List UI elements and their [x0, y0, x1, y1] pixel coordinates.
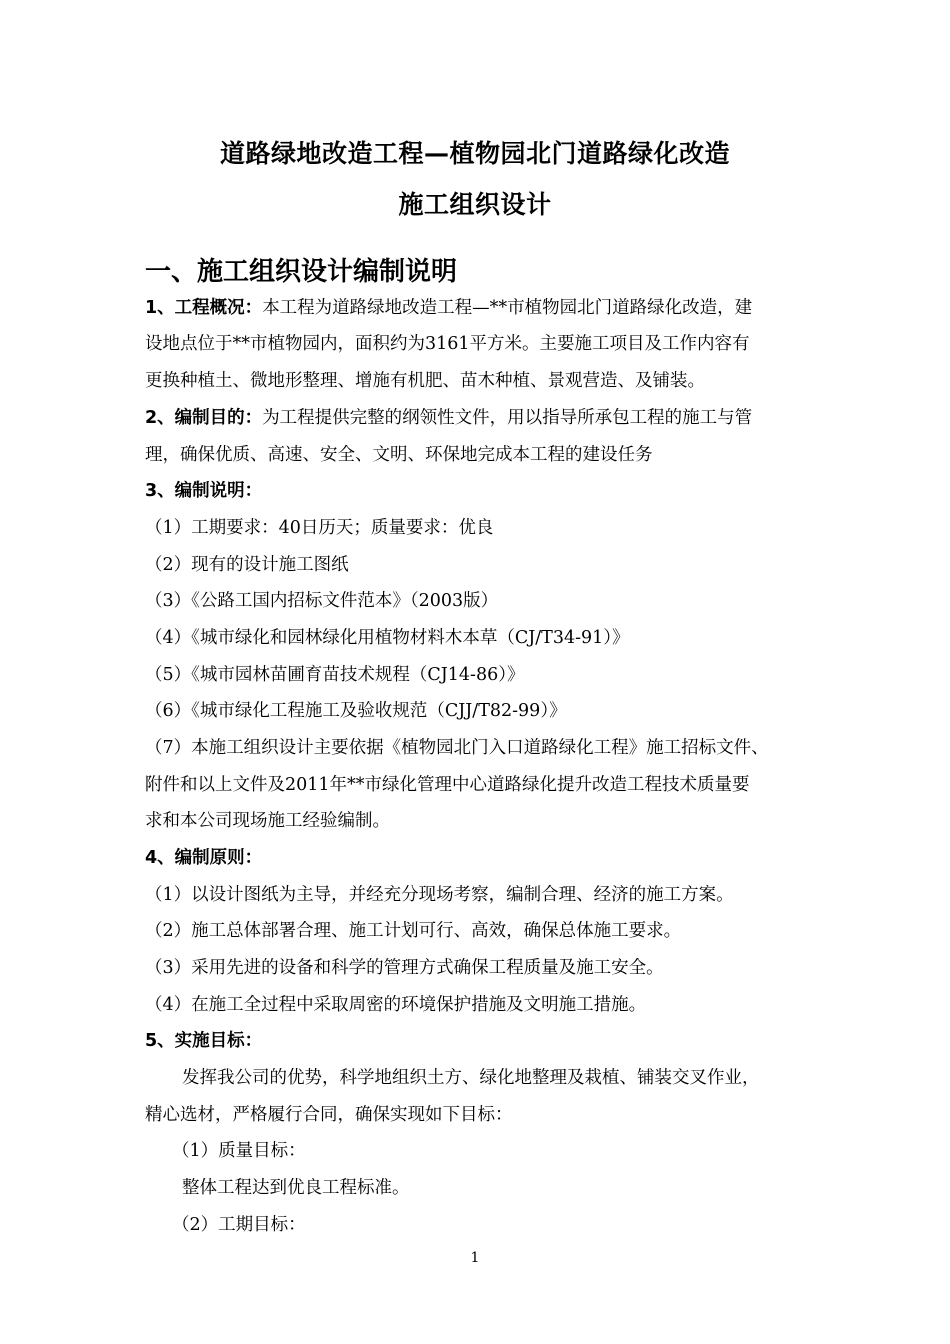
list-item: （1）质量目标：	[172, 1141, 306, 1161]
paragraph-line: 精心选材，严格履行合同，确保实现如下目标：	[145, 1105, 513, 1125]
list-item: （3）《公路工国内招标文件范本》（2003版）	[145, 591, 499, 611]
paragraph-line: 发挥我公司的优势，科学地组织土方、绿化地整理及栽植、铺装交叉作业，	[182, 1068, 760, 1088]
item-label: 2、编制目的：	[145, 408, 263, 428]
paragraph-line	[145, 294, 825, 319]
paragraph-line: 理，确保优质、高速、安全、文明、环保地完成本工程的建设任务	[145, 445, 653, 465]
item-label: 4、编制原则：	[145, 848, 263, 868]
doc-title-line2: 施工组织设计	[398, 190, 552, 219]
page-number: 1	[470, 1250, 480, 1266]
doc-title-line1: 道路绿地改造工程—植物园北门道路绿化改造	[219, 139, 730, 168]
paragraph-line: 整体工程达到优良工程标准。	[182, 1178, 410, 1198]
item-label: 5、实施目标：	[145, 1031, 263, 1051]
list-item: （1）工期要求：40日历天；质量要求：优良	[145, 518, 494, 538]
paragraph-line: 更换种植土、微地形整理、增施有机肥、苗木种植、景观营造、及铺装。	[145, 371, 705, 391]
list-item: （4）《城市绿化和园林绿化用植物材料木本草（CJ/T34-91）》	[145, 628, 630, 648]
paragraph-line: 附件和以上文件及2011年**市绿化管理中心道路绿化提升改造工程技术质量要	[145, 775, 750, 795]
list-item: （4）在施工全过程中采取周密的环境保护措施及文明施工措施。	[145, 995, 647, 1015]
list-item: （2）现有的设计施工图纸	[145, 555, 349, 575]
list-item: （2）施工总体部署合理、施工计划可行、高效，确保总体施工要求。	[145, 921, 682, 941]
section-heading: 一、施工组织设计编制说明	[145, 257, 458, 287]
paragraph-line: 设地点位于**市植物园内，面积约为3161平方米。主要施工项目及工作内容有	[145, 334, 750, 354]
paragraph-line	[145, 404, 825, 429]
item-label: 3、编制说明：	[145, 481, 263, 501]
paragraph-line: 求和本公司现场施工经验编制。	[145, 811, 390, 831]
list-item: （3）采用先进的设备和科学的管理方式确保工程质量及施工安全。	[145, 958, 664, 978]
text: 本工程为道路绿地改造工程—**市植物园北门道路绿化改造，建	[262, 298, 753, 318]
list-item: （5）《城市园林苗圃育苗技术规程（CJ14-86）》	[145, 665, 525, 685]
list-item: （2）工期目标：	[172, 1215, 306, 1235]
item-label: 1、工程概况：	[145, 298, 263, 318]
list-item: （6）《城市绿化工程施工及验收规范（CJJ/T82-99）》	[145, 701, 567, 721]
text: 为工程提供完整的纲领性文件，用以指导所承包工程的施工与管	[262, 408, 753, 428]
list-item: （7）本施工组织设计主要依据《植物园北门入口道路绿化工程》施工招标文件、	[145, 738, 769, 758]
list-item: （1）以设计图纸为主导，并经充分现场考察，编制合理、经济的施工方案。	[145, 885, 734, 905]
